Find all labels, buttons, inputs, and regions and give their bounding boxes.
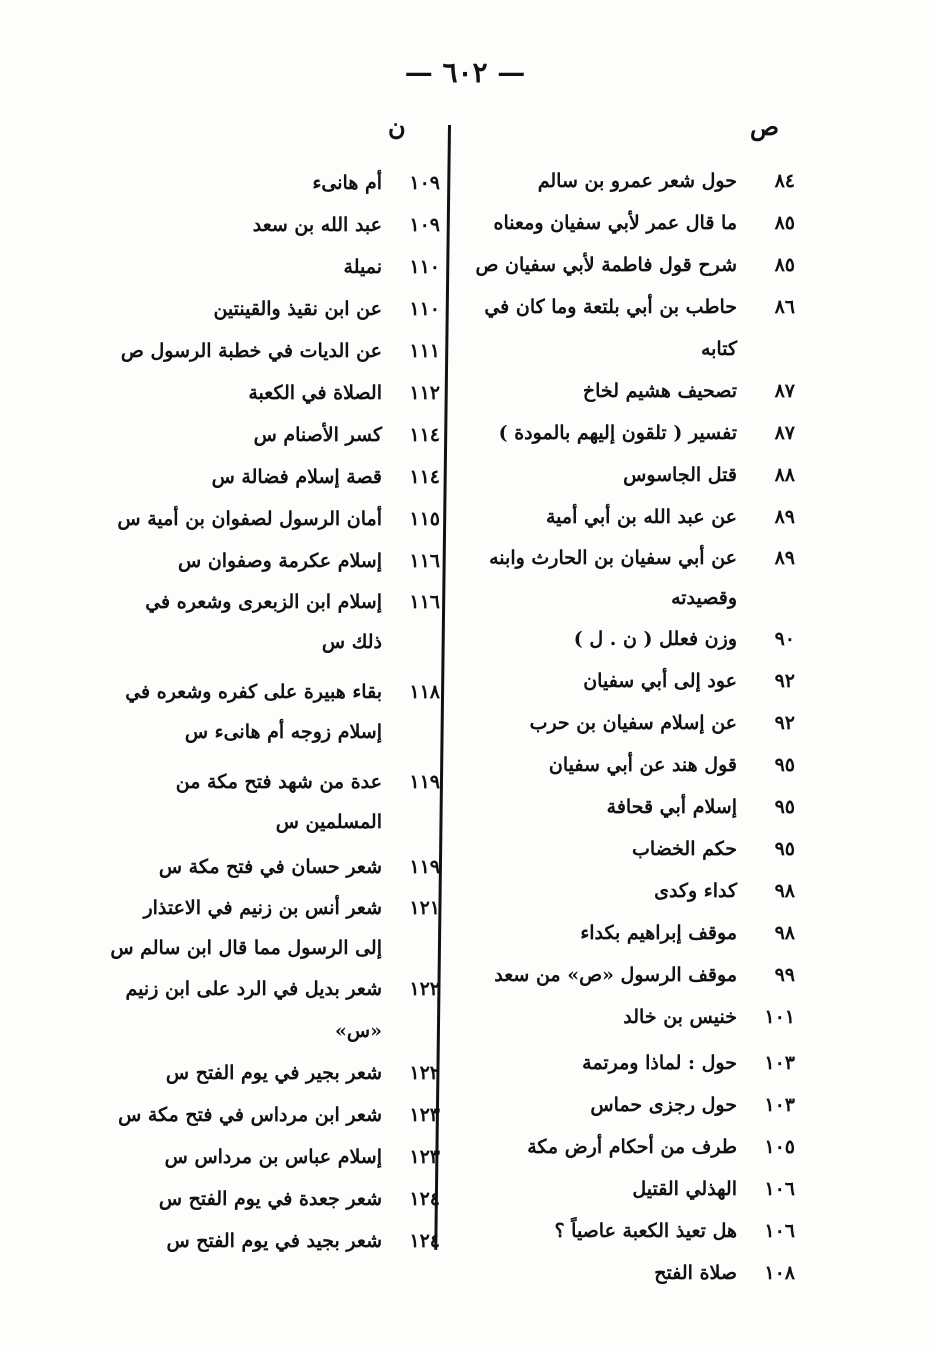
entry-title: ما قال عمر لأبي سفيان ومعناه bbox=[493, 212, 737, 234]
entry-title: قتل الجاسوس bbox=[623, 464, 737, 486]
toc-entry bbox=[470, 370, 795, 412]
toc-entry bbox=[110, 498, 440, 540]
entry-title: عن ابن نقيذ والقينتين bbox=[213, 298, 382, 320]
entry-title: عن عبد الله بن أبي أمية bbox=[546, 506, 737, 528]
entry-page-number: ١١٦ bbox=[409, 591, 440, 613]
entry-page-number: ٨٦ bbox=[774, 296, 795, 318]
toc-entry bbox=[470, 538, 795, 618]
entry-title: تفسير ( تلقون إليهم بالمودة ) bbox=[498, 422, 737, 444]
entry-title: شعر ابن مرداس في فتح مكة س bbox=[118, 1104, 382, 1126]
toc-entry bbox=[470, 1084, 795, 1126]
toc-entry bbox=[470, 702, 795, 744]
entry-page-number: ٨٩ bbox=[774, 506, 795, 528]
toc-entry bbox=[110, 414, 440, 456]
toc-entry bbox=[110, 246, 440, 288]
entry-page-number: ١٢٤ bbox=[409, 1230, 440, 1252]
entry-title: صلاة الفتح bbox=[654, 1262, 737, 1284]
entry-title: الصلاة في الكعبة bbox=[248, 382, 382, 404]
entry-page-number: ١١٠ bbox=[409, 298, 440, 320]
toc-entry bbox=[110, 1220, 440, 1262]
entry-title: شرح قول فاطمة لأبي سفيان ص bbox=[475, 254, 737, 276]
toc-entry bbox=[470, 618, 795, 660]
entry-page-number: ٩٥ bbox=[774, 754, 795, 776]
entry-page-number: ١٠٦ bbox=[764, 1178, 795, 1200]
toc-entry bbox=[470, 1168, 795, 1210]
entry-page-number: ١١٦ bbox=[409, 550, 440, 572]
toc-entry bbox=[470, 996, 795, 1038]
entry-page-number: ٨٨ bbox=[774, 464, 795, 486]
entry-title: إسلام ابن الزبعرى وشعره في ذلك س bbox=[145, 591, 382, 653]
entry-page-number: ٩٥ bbox=[774, 838, 795, 860]
entry-title: شعر بجير في يوم الفتح س bbox=[165, 1062, 382, 1084]
entry-page-number: ١١٩ bbox=[409, 856, 440, 878]
entry-page-number: ١٠٣ bbox=[764, 1094, 795, 1116]
toc-entry bbox=[110, 672, 440, 752]
toc-entry bbox=[110, 888, 440, 968]
toc-entry bbox=[110, 456, 440, 498]
entry-page-number: ١٢١ bbox=[409, 897, 440, 919]
entry-title: حول : لماذا ومرتمة bbox=[582, 1052, 737, 1074]
entry-page-number: ٨٧ bbox=[774, 380, 795, 402]
entry-title: عن الديات في خطبة الرسول ص bbox=[120, 340, 382, 362]
entry-page-number: ١٠٥ bbox=[764, 1136, 795, 1158]
entry-title: حول رجزى حماس bbox=[590, 1094, 737, 1116]
toc-entry bbox=[470, 496, 795, 538]
entry-title: هل تعيذ الكعبة عاصياً ؟ bbox=[554, 1220, 737, 1242]
toc-entry bbox=[110, 372, 440, 414]
entry-title: حكم الخضاب bbox=[632, 838, 737, 860]
toc-entry bbox=[110, 162, 440, 204]
toc-entry bbox=[110, 1052, 440, 1094]
entry-page-number: ٨٩ bbox=[774, 547, 795, 569]
entry-page-number: ١١٥ bbox=[409, 508, 440, 530]
entry-title: عن إسلام سفيان بن حرب bbox=[529, 712, 737, 734]
toc-entry bbox=[470, 786, 795, 828]
toc-entry bbox=[110, 1136, 440, 1178]
entry-page-number: ٩٢ bbox=[774, 670, 795, 692]
entry-page-number: ٨٥ bbox=[774, 212, 795, 234]
toc-entry bbox=[110, 330, 440, 372]
right-column-label: ص bbox=[750, 112, 780, 141]
toc-entry bbox=[110, 288, 440, 330]
toc-entry bbox=[470, 828, 795, 870]
entry-title: حول شعر عمرو بن سالم bbox=[537, 170, 737, 192]
entry-title: شعر بديل في الرد على ابن زنيم «س» bbox=[125, 978, 382, 1042]
toc-entry bbox=[110, 968, 440, 1052]
toc-entry bbox=[110, 204, 440, 246]
entry-title: عود إلى أبي سفيان bbox=[583, 670, 737, 692]
entry-page-number: ١٠٦ bbox=[764, 1220, 795, 1242]
entry-title: تصحيف هشيم لخاخ bbox=[582, 380, 737, 402]
entry-page-number: ١١٤ bbox=[409, 466, 440, 488]
left-column-list bbox=[110, 162, 440, 1262]
toc-entry bbox=[110, 540, 440, 582]
entry-page-number: ١١٤ bbox=[409, 424, 440, 446]
toc-entry bbox=[470, 954, 795, 996]
toc-entry bbox=[470, 1252, 795, 1294]
entry-title: كداء وكدى bbox=[654, 880, 737, 902]
toc-entry bbox=[470, 1126, 795, 1168]
entry-title: قصة إسلام فضالة س bbox=[211, 466, 382, 488]
toc-entry bbox=[470, 244, 795, 286]
entry-title: خنيس بن خالد bbox=[623, 1006, 737, 1028]
entry-page-number: ١٢٢ bbox=[409, 978, 440, 1000]
entry-title: أم هانىء bbox=[312, 172, 382, 194]
entry-title: طرف من أحكام أرض مكة bbox=[527, 1136, 737, 1158]
page-number: — ٦٠٢ — bbox=[404, 56, 526, 89]
entry-page-number: ٩٨ bbox=[774, 922, 795, 944]
toc-entry bbox=[110, 1178, 440, 1220]
entry-page-number: ٨٤ bbox=[774, 170, 795, 192]
entry-title: إسلام عباس بن مرداس س bbox=[164, 1146, 382, 1168]
entry-title: موقف إبراهيم بكداء bbox=[580, 922, 737, 944]
toc-entry bbox=[470, 744, 795, 786]
entry-page-number: ١٠١ bbox=[764, 1006, 795, 1028]
entry-page-number: ٨٥ bbox=[774, 254, 795, 276]
entry-title: شعر أنس بن زنيم في الاعتذار إلى الرسول مما قال ابن سالم س bbox=[110, 897, 382, 959]
toc-entry bbox=[110, 762, 440, 842]
entry-title: عبد الله بن سعد bbox=[252, 214, 382, 236]
toc-entry bbox=[470, 870, 795, 912]
entry-page-number: ١١٩ bbox=[409, 771, 440, 793]
toc-entry bbox=[470, 1210, 795, 1252]
toc-entry bbox=[110, 1094, 440, 1136]
entry-page-number: ٩٢ bbox=[774, 712, 795, 734]
entry-page-number: ١١٢ bbox=[409, 382, 440, 404]
entry-title: أمان الرسول لصفوان بن أمية س bbox=[117, 508, 382, 530]
entry-title: شعر بجيد في يوم الفتح س bbox=[166, 1230, 382, 1252]
left-column-label: ن bbox=[388, 112, 406, 141]
entry-title: موقف الرسول «ص» من سعد bbox=[494, 964, 737, 986]
entry-page-number: ١٢٤ bbox=[409, 1188, 440, 1210]
toc-entry bbox=[470, 660, 795, 702]
entry-page-number: ١٠٩ bbox=[409, 172, 440, 194]
toc-entry bbox=[470, 286, 795, 370]
toc-entry bbox=[110, 846, 440, 888]
toc-entry bbox=[470, 412, 795, 454]
entry-page-number: ٩٩ bbox=[774, 964, 795, 986]
entry-page-number: ١١٠ bbox=[409, 256, 440, 278]
toc-entry bbox=[470, 454, 795, 496]
entry-title: نميلة bbox=[343, 256, 382, 278]
entry-title: شعر جعدة في يوم الفتح س bbox=[158, 1188, 382, 1210]
right-column-list bbox=[470, 160, 795, 1294]
entry-page-number: ١٠٨ bbox=[764, 1262, 795, 1284]
entry-page-number: ١٢٣ bbox=[409, 1104, 440, 1126]
entry-page-number: ١٠٣ bbox=[764, 1052, 795, 1074]
entry-title: شعر حسان في فتح مكة س bbox=[158, 856, 382, 878]
entry-page-number: ١٠٩ bbox=[409, 214, 440, 236]
entry-page-number: ٩٠ bbox=[774, 628, 795, 650]
entry-title: وزن فعلل ( ن . ل ) bbox=[573, 628, 737, 650]
entry-page-number: ٨٧ bbox=[774, 422, 795, 444]
entry-title: حاطب بن أبي بلتعة وما كان في كتابه bbox=[484, 296, 737, 360]
entry-page-number: ٩٥ bbox=[774, 796, 795, 818]
toc-entry bbox=[470, 912, 795, 954]
entry-title: إسلام عكرمة وصفوان س bbox=[178, 550, 382, 572]
toc-entry bbox=[110, 582, 440, 662]
entry-title: إسلام أبي قحافة bbox=[606, 796, 737, 818]
toc-entry bbox=[470, 160, 795, 202]
toc-entry bbox=[470, 1042, 795, 1084]
entry-title: الهذلي القتيل bbox=[632, 1178, 737, 1200]
toc-entry bbox=[470, 202, 795, 244]
entry-page-number: ١٢٢ bbox=[409, 1062, 440, 1084]
entry-title: عدة من شهد فتح مكة من المسلمين س bbox=[175, 771, 382, 833]
entry-title: قول هند عن أبي سفيان bbox=[548, 754, 737, 776]
entry-title: عن أبي سفيان بن الحارث وابنه وقصيدته bbox=[489, 547, 737, 609]
entry-page-number: ٩٨ bbox=[774, 880, 795, 902]
entry-title: بقاء هبيرة على كفره وشعره في إسلام زوجه أم هانىء س bbox=[125, 681, 382, 743]
entry-page-number: ١٢٣ bbox=[409, 1146, 440, 1168]
entry-page-number: ١١٨ bbox=[409, 681, 440, 703]
entry-title: كسر الأصنام س bbox=[253, 424, 382, 446]
entry-page-number: ١١١ bbox=[409, 340, 440, 362]
